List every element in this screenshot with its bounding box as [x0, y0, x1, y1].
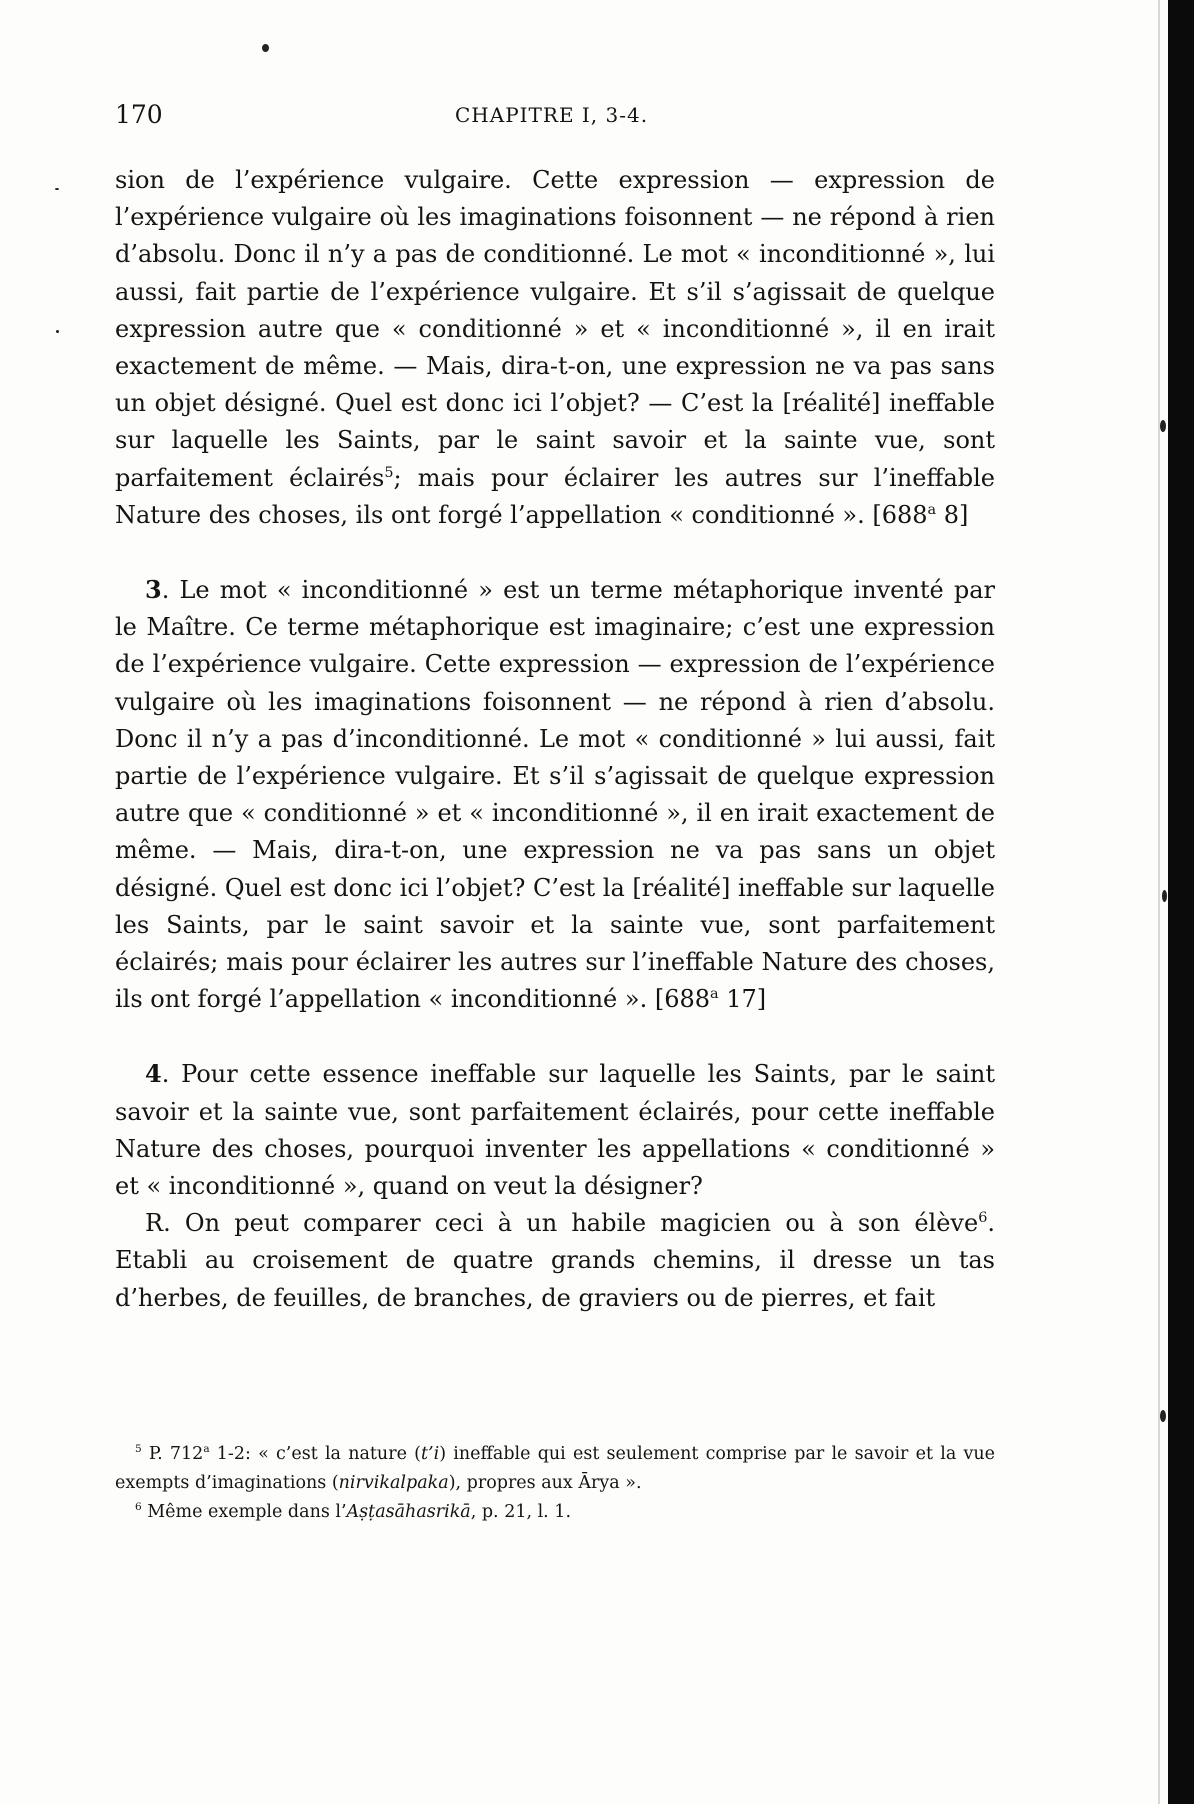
footnote-mark: 6 — [135, 1501, 142, 1514]
footnote-ref-5[interactable]: 5 — [384, 464, 394, 481]
scan-border — [1168, 0, 1194, 1804]
paragraph-4: 4. Pour cette essence ineffable sur laquelle les Saints, par le saint savoir et la sainte vue, sont parfaitement éclairés, pour cette ineffable Nature des choses, pourquoi inventer les appellations « conditionné » et « inconditionné », quand on veut la désigner? — [115, 1059, 995, 1201]
paragraph-continuation: sion de l’expérience vulgaire. Cette expression — expression de l’expérience vulgaire où les imaginations foisonnent — ne répond à rien d’absolu. Donc il n’y a pas de conditionné. Le mot « inconditionné », lui aussi, fait partie de l’expérience vulgaire. Et s’il s’agissait de quelque expression autre que « conditionné » et « inconditionné », il en irait exactement de même. — Mais, dira-t-on, une expression ne va pas sans un objet désigné. Quel est donc ici l’objet? — C’est la [réalité] ineffable sur laquelle les Saints, par le saint savoir et la sainte vue, sont parfaitement éclairés$^5$; mais pour éclairer les autres sur l’ineffable Nature des choses, ils ont forgé l’appellation « conditionné ». [688$^a$ 8] — [115, 166, 995, 529]
scan-speck — [55, 188, 59, 190]
footnotes — [115, 1440, 995, 1527]
page-header — [115, 100, 995, 140]
section-number: 3 — [145, 575, 162, 605]
scan-speck — [1160, 420, 1166, 432]
footnote-6: $^6$ Même exemple dans l’Aṣṭasāhasrikā, p. 21, l. 1. — [135, 1501, 572, 1522]
page-edge-line — [1158, 0, 1160, 1804]
scan-speck — [1160, 1410, 1166, 1422]
scan-speck — [56, 330, 59, 333]
footnote-mark: 5 — [135, 1443, 142, 1456]
footnote-5: $^5$ P. 712$^a$ 1-2: « c’est la nature (t’i) ineffable qui est seulement comprise par le savoir et la vue exempts d’imaginations (nirvikalpaka), propres aux Ārya ». — [115, 1443, 995, 1493]
footnote-ref-6[interactable]: 6 — [978, 1210, 988, 1227]
section-number: 4 — [145, 1059, 162, 1089]
page-number: 170 — [115, 100, 163, 129]
paragraph-3: 3. Le mot « inconditionné » est un terme métaphorique inventé par le Maître. Ce terme métaphorique est imaginaire; c’est une expression de l’expérience vulgaire. Cette expression — expression de l’expérience vulgaire où les imaginations foisonnent — ne répond à rien d’absolu. Donc il n’y a pas d’inconditionné. Le mot « conditionné » lui aussi, fait partie de l’expérience vulgaire. Et s’il s’agissait de quelque expression autre que « conditionné » et « inconditionné », il en irait exactement de même. — Mais, dira-t-on, une expression ne va pas sans un objet désigné. Quel est donc ici l’objet? C’est la [réalité] ineffable sur laquelle les Saints, par le saint savoir et la sainte vue, sont parfaitement éclairés; mais pour éclairer les autres sur l’ineffable Nature des choses, ils ont forgé l’appellation « inconditionné ». [688$^a$ 17] — [115, 575, 995, 1014]
running-head: CHAPITRE I, 3-4. — [455, 103, 649, 127]
scan-speck — [1162, 890, 1167, 902]
main-text — [115, 162, 995, 1317]
scan-speck — [262, 44, 269, 52]
paragraph-response: R. On peut comparer ceci à un habile magicien ou à son élève$^6$. Etabli au croisement de quatre grands chemins, il dresse un tas d’herbes, de feuilles, de branches, de graviers ou de pierres, et fait — [115, 1209, 995, 1312]
